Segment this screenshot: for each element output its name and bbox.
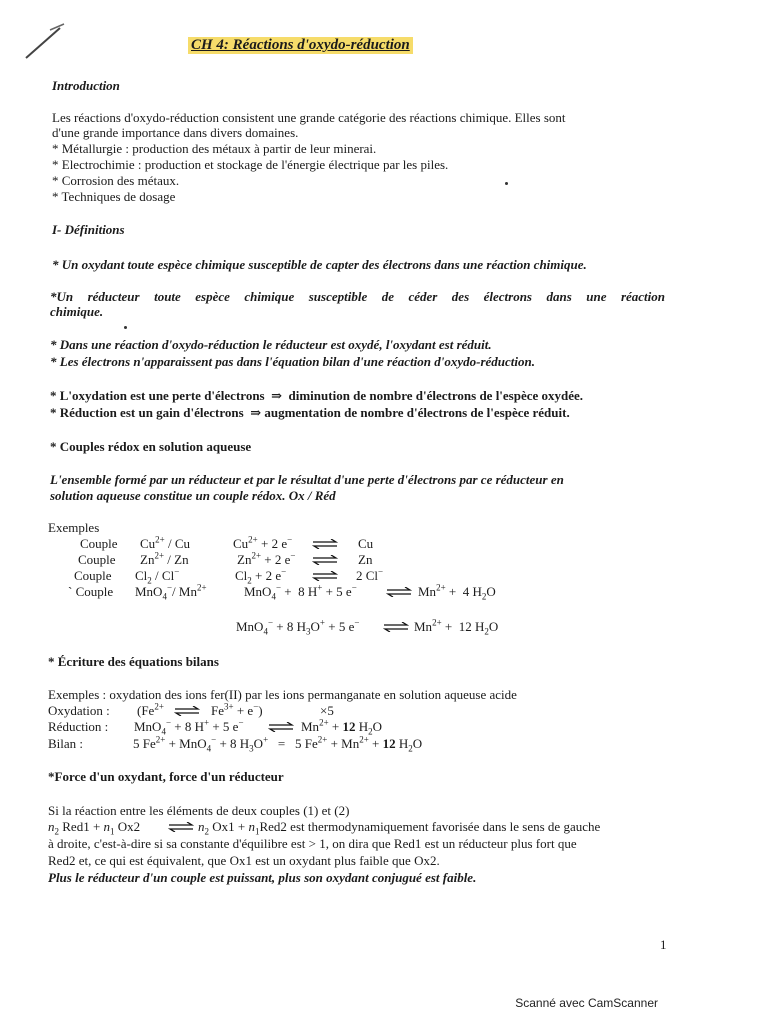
implies-arrow-icon: ⇒ (246, 405, 262, 420)
rule-2: * Les électrons n'apparaissent pas dans l'équation bilan d'une réaction d'oxydo-réduction. (50, 354, 536, 369)
couples-heading: * Couples rédox en solution aqueuse (50, 439, 252, 454)
force-equation-right: $n_2$ $Ox1 + n_1Red2$ est thermodynamiquement favorisée dans le sens de gauche (198, 819, 601, 837)
scan-dot (505, 182, 508, 185)
couple-label: Couple (74, 568, 112, 583)
couples-definition-2: solution aqueuse constitue un couple rédox. Ox / Réd (50, 488, 336, 503)
reducteur-definition-1: *Un réducteur toute espèce chimique susceptible de céder des électrons dans une réaction (50, 289, 665, 304)
ecriture-heading: * Écriture des équations bilans (48, 654, 219, 669)
equation-mno4-h3o-right: $Mn^{2+} + 12$ $H_2O$ (414, 617, 499, 637)
bilan-equation: 5 $Fe^{2+} + MnO_4^- + 8$ $H_3O^+ = 5$ $Fe^{2+} + Mn^{2+} + 12$ $H_2O$ (133, 734, 423, 754)
force-equation: $n_2$ $Red1 + n_1$ Ox2 (48, 819, 141, 837)
intro-heading: Introduction (52, 78, 120, 93)
intro-line-1: Les réactions d'oxydo-réduction consistent une grande catégorie des réactions chimique. Elles sont (52, 110, 566, 125)
rule-1: * Dans une réaction d'oxydo-réduction le réducteur est oxydé, l'oxydant est réduit. (50, 337, 492, 352)
scan-dot (124, 326, 127, 329)
equilibrium-arrow-icon (268, 722, 294, 732)
intro-line-2: d'une grande importance dans divers domaines. (52, 125, 299, 140)
equation-cu: $Cu^{2+} + 2$ e− (233, 534, 293, 551)
oxydation-label: Oxydation : (48, 703, 110, 718)
force-line-1: Si la réaction entre les éléments de deux couples (1) et (2) (48, 803, 350, 818)
equation-mno4-h3o: MnO$_4$− + 8 $H_3O^+ + 5$ e− (236, 617, 360, 637)
reduction-equation-right: $Mn^{2+} + 12$ $H_2O$ (301, 717, 383, 737)
implies-arrow-icon: ⇒ (267, 388, 286, 403)
definitions-heading: I- Définitions (52, 222, 125, 237)
page-number: 1 (660, 937, 667, 952)
force-line-4: Red2 et, ce qui est équivalent, que Ox1 est un oxydant plus faible que Ox2. (48, 853, 440, 868)
equation-mno4-h: MnO$_4$− + 8 H+ + 5 e− (244, 582, 357, 602)
couple-label: Couple (78, 552, 116, 567)
reduction-rule-a: * Réduction est un gain d'électrons (50, 405, 244, 420)
equilibrium-arrow-icon (174, 706, 200, 716)
intro-bullet-2: * Electrochimie : production et stockage de l'énergie électrique par les piles. (52, 157, 449, 172)
equation-cu-right: Cu (358, 536, 374, 551)
equilibrium-arrow-icon (168, 822, 194, 832)
reducteur-definition-2: chimique. (50, 304, 104, 319)
equilibrium-arrow-icon (312, 571, 338, 581)
ecriture-example: Exemples : oxydation des ions fer(II) par les ions permanganate en solution aqueuse acide (48, 687, 517, 702)
equation-zn: $Zn^{2+} + 2$ e− (237, 550, 296, 567)
equilibrium-arrow-icon (383, 622, 409, 632)
bilan-label: Bilan : (48, 736, 84, 751)
equation-cl: $Cl_2 + 2$ e− (235, 566, 287, 586)
reduction-rule-b: augmentation de nombre d'électrons de l'espèce réduit. (264, 405, 570, 420)
intro-bullet-3: * Corrosion des métaux. (52, 173, 180, 188)
times-five: ×5 (320, 703, 334, 718)
couple-label: ` Couple (68, 584, 114, 599)
oxydation-equation-right: $Fe^{3+} + e^-$) (211, 701, 263, 718)
pen-mark-icon (20, 20, 70, 60)
force-line-3: à droite, c'est-à-dire si sa constante d'équilibre est > 1, on dira que Red1 est un réducteur plus fort que (48, 836, 577, 851)
couple-label: Couple (80, 536, 118, 551)
equation-cl-right: 2 Cl− (356, 566, 384, 583)
reduction-equation: MnO$_4$− + 8 H+ + 5 e− (134, 717, 244, 737)
reduction-label: Réduction : (48, 719, 109, 734)
oxydation-rule-a: * L'oxydation est une perte d'électrons (50, 388, 265, 403)
couple-mno4: MnO$_4$−/ $Mn^{2+}$ (135, 582, 207, 602)
equilibrium-arrow-icon (386, 587, 412, 597)
intro-bullet-4: * Techniques de dosage (52, 189, 176, 204)
couple-zn: $Zn^{2+}$ / Zn (140, 550, 189, 567)
intro-bullet-1: * Métallurgie : production des métaux à partir de leur minerai. (52, 141, 377, 156)
force-heading: *Force d'un oxydant, force d'un réducteur (48, 769, 284, 784)
couple-cu: $Cu^{2+}$ / Cu (140, 534, 191, 551)
oxydant-definition: * Un oxydant toute espèce chimique susceptible de capter des électrons dans une réaction chimique. (52, 257, 587, 272)
couples-definition-1: L'ensemble formé par un réducteur et par le résultat d'une perte d'électrons par ce réducteur en (50, 472, 564, 487)
scanner-footer: Scanné avec CamScanner (515, 996, 658, 1010)
equation-zn-right: Zn (358, 552, 373, 567)
oxydation-equation: ($Fe^{2+}$ (137, 701, 164, 718)
couple-cl: $Cl_2 / Cl^-$ (135, 566, 180, 586)
equilibrium-arrow-icon (312, 539, 338, 549)
page-title: CH 4: Réactions d'oxydo-réduction (188, 37, 413, 54)
equilibrium-arrow-icon (312, 555, 338, 565)
oxydation-rule (50, 388, 583, 404)
examples-label: Exemples (48, 520, 100, 535)
oxydation-rule-b: diminution de nombre d'électrons de l'espèce oxydée. (288, 388, 584, 403)
reduction-rule (50, 405, 570, 421)
force-line-5: Plus le réducteur d'un couple est puissant, plus son oxydant conjugué est faible. (48, 870, 477, 885)
equation-mno4-h-right: $Mn^{2+} + 4$ $H_2O$ (418, 582, 496, 602)
